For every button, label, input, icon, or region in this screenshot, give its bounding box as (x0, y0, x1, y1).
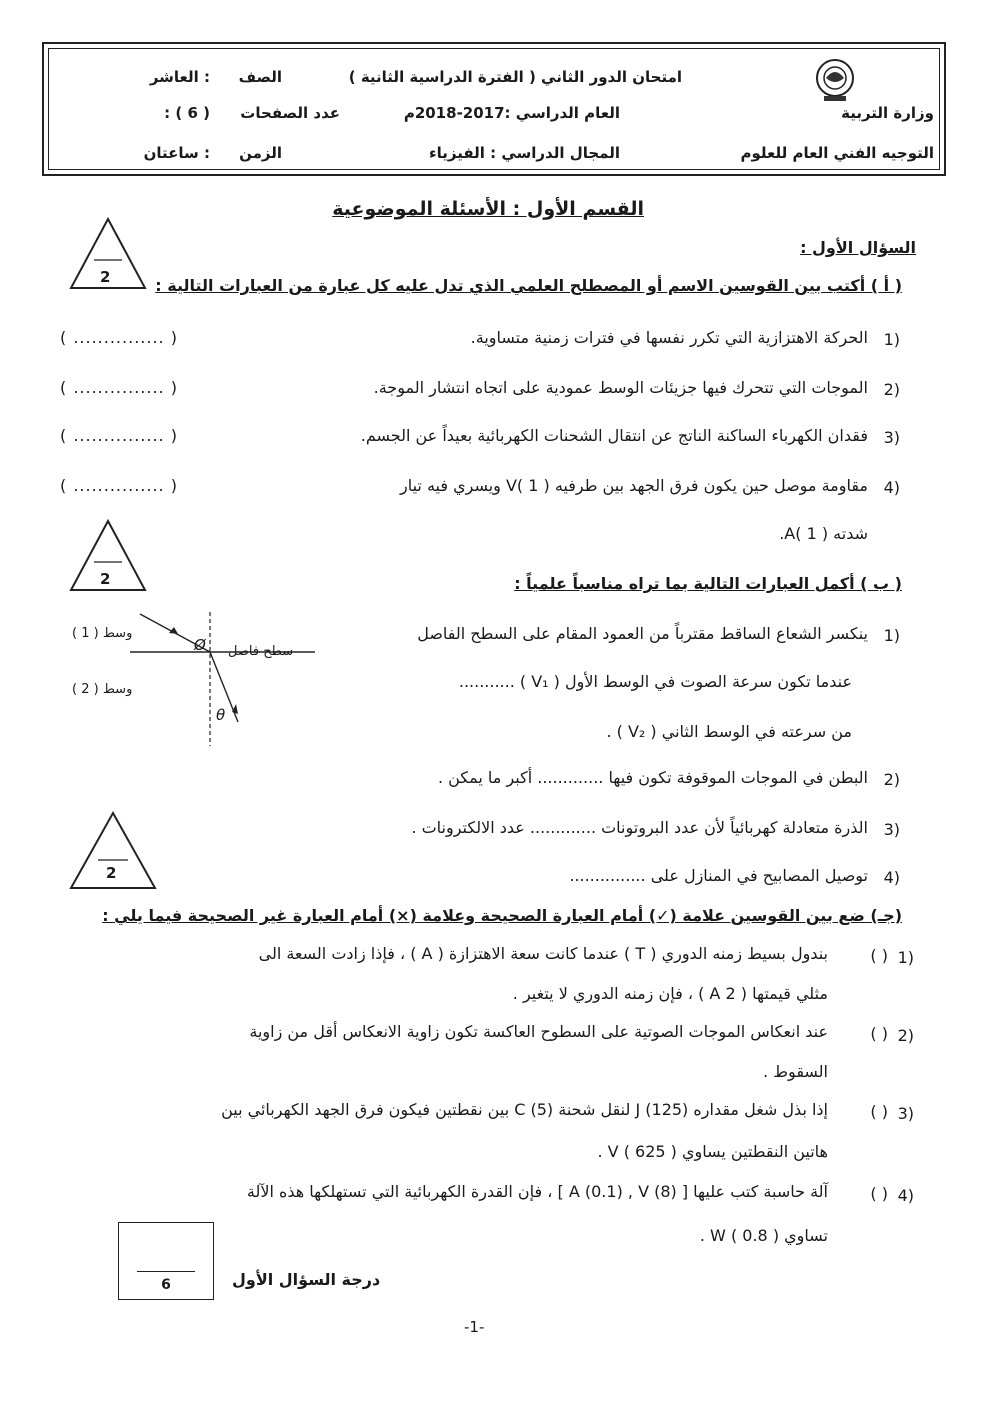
c-item-4-num: 4) (897, 1186, 914, 1205)
a-item-2-blank[interactable]: ( ............... ) (60, 378, 178, 397)
ministry-emblem-icon (812, 56, 858, 108)
pages-label: عدد الصفحات (240, 104, 340, 122)
c-item-3-answer-box[interactable]: ( ) (870, 1102, 888, 1121)
score-line (137, 1271, 195, 1272)
c-item-3-line-1: إذا بذل شغل مقداره J (125) لنقل شحنة C (5) بين نقطتين فيكون فرق الجهد الكهربائي بين (221, 1100, 828, 1119)
c-item-3-line-2: هاتين النقطتين يساوي V ( 625 ) . (597, 1142, 828, 1161)
pages-value: : ( 6 ) (164, 104, 210, 122)
part-a-heading: ( أ ) أكتب بين القوسين الاسم أو المصطلح العلمي الذي تدل عليه كل عبارة من العبارات التالية : (155, 276, 902, 295)
q1-total-label: درجة السؤال الأول (232, 1270, 381, 1289)
refraction-angle-label: θ (216, 706, 226, 724)
a-item-4-blank[interactable]: ( ............... ) (60, 476, 178, 495)
part-c-heading: (جـ) ضع بين القوسين علامة (✓) أمام العبارة الصحيحة وعلامة (×) أمام العبارة غير الصحيحة فيما يلي : (102, 906, 902, 925)
a-item-1-text: الحركة الاهتزازية التي تكرر نفسها في فترات زمنية متساوية. (470, 328, 868, 347)
time-label: الزمن (239, 144, 282, 162)
c-item-4-answer-box[interactable]: ( ) (870, 1184, 888, 1203)
medium-1-label: وسط ( 1 ) (72, 626, 133, 641)
c-item-3-num: 3) (897, 1104, 914, 1123)
c-item-2-line-2: السقوط . (763, 1062, 828, 1081)
school-year: العام الدراسي :2017-2018م (403, 104, 620, 122)
a-item-1-blank[interactable]: ( ............... ) (60, 328, 178, 347)
b-item-2-num: 2) (883, 770, 900, 789)
a-item-4-text: مقاومة موصل حين يكون فرق الجهد بين طرفيه V( 1 ) ويسري فيه تيار (399, 476, 868, 495)
a-item-2-text: الموجات التي تتحرك فيها جزيئات الوسط عمودية على اتجاه انتشار الموجة. (373, 378, 868, 397)
c-item-2-answer-box[interactable]: ( ) (870, 1024, 888, 1043)
c-item-1-num: 1) (897, 948, 914, 967)
c-item-4-line-1: آلة حاسبة كتب عليها [ A (0.1) , V (8) ] ، فإن القدرة الكهربائية التي تستهلكها هذه الآلة (246, 1182, 828, 1201)
b-item-3-text[interactable]: الذرة متعادلة كهربائياً لأن عدد البروتونات ............. عدد الالكترونات . (411, 818, 868, 837)
surface-label: سطح فاصل (228, 644, 294, 659)
exam-title: امتحان الدور الثاني ( الفترة الدراسية الثانية ) (348, 68, 682, 86)
b-item-1-num: 1) (883, 626, 900, 645)
guidance-name: التوجيه الفني العام للعلوم (740, 144, 934, 162)
c-item-1-line-2: مثلي قيمتها ( 2 A ) ، فإن زمنه الدوري لا يتغير . (512, 984, 828, 1003)
incidence-angle-label: Ø (194, 636, 206, 654)
a-item-4-num: 4) (883, 478, 900, 497)
question-1-title: السؤال الأول : (800, 238, 916, 257)
page-number: -1- (464, 1318, 485, 1336)
q1-score-box (118, 1222, 214, 1300)
grade-label: الصف (238, 68, 282, 86)
b-item-1-line-3: من سرعته في الوسط الثاني ( V₂ ) . (606, 722, 852, 741)
b-item-4-num: 4) (883, 868, 900, 887)
a-item-3-blank[interactable]: ( ............... ) (60, 426, 178, 445)
b-item-3-num: 3) (883, 820, 900, 839)
c-item-1-answer-box[interactable]: ( ) (870, 946, 888, 965)
time-value: : ساعتان (143, 144, 210, 162)
part-b-heading: ( ب ) أكمل العبارات التالية بما تراه مناسباً علمياً : (514, 574, 902, 593)
subject: المجال الدراسي : الفيزياء (428, 144, 620, 162)
a-item-3-num: 3) (883, 428, 900, 447)
b-item-1-line-2[interactable]: عندما تكون سرعة الصوت في الوسط الأول ( V₁ ) ........... (458, 672, 852, 691)
mark-a-value: 2 (100, 268, 111, 286)
mark-c-value: 2 (106, 864, 117, 882)
c-item-4-line-2: تساوي W ( 0.8 ) . (699, 1226, 828, 1245)
mark-b-value: 2 (100, 570, 111, 588)
b-item-1-line-1: ينكسر الشعاع الساقط مقترباً من العمود المقام على السطح الفاصل (417, 624, 868, 643)
a-item-4-continuation: شدته A( 1 ). (779, 524, 868, 543)
b-item-2-text[interactable]: البطن في الموجات الموقوفة تكون فيها ............. أكبر ما يمكن . (437, 768, 868, 787)
q1-score-value: 6 (161, 1277, 171, 1293)
section-title: القسم الأول : الأسئلة الموضوعية (332, 198, 644, 220)
a-item-3-text: فقدان الكهرباء الساكنة الناتج عن انتقال الشحنات الكهربائية بعيداً عن الجسم. (360, 426, 868, 445)
c-item-2-num: 2) (897, 1026, 914, 1045)
a-item-1-num: 1) (883, 330, 900, 349)
a-item-2-num: 2) (883, 380, 900, 399)
ministry-name: وزارة التربية (841, 104, 934, 122)
b-item-4-text[interactable]: توصيل المصابيح في المنازل على ............... (569, 866, 868, 885)
medium-2-label: وسط ( 2 ) (72, 682, 133, 697)
c-item-1-line-1: بندول بسيط زمنه الدوري ( T ) عندما كانت سعة الاهتزازة ( A ) ، فإذا زادت السعة الى (258, 944, 828, 963)
grade-value: : العاشر (149, 68, 210, 86)
c-item-2-line-1: عند انعكاس الموجات الصوتية على السطوح العاكسة تكون زاوية الانعكاس أقل من زاوية (249, 1022, 828, 1041)
